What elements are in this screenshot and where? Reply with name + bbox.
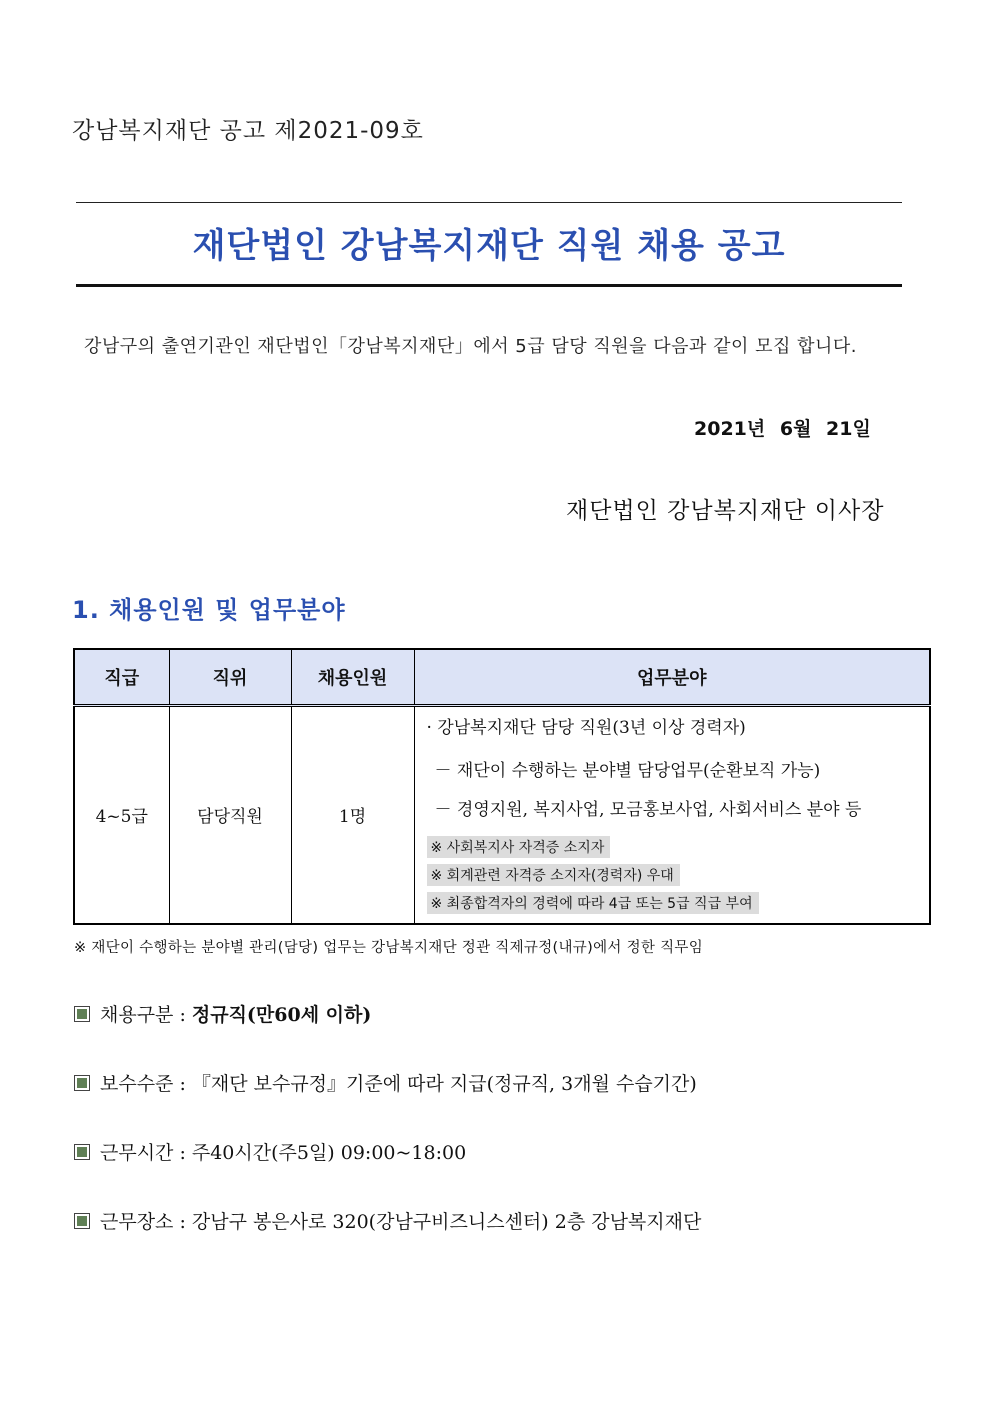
column-header-grade: 직급 — [74, 649, 169, 706]
cell-count: 1명 — [291, 706, 414, 924]
duty-main: · 강남복지재단 담당 직원(3년 이상 경력자) — [426, 718, 746, 738]
highlight-note: ※ 회계관련 자격증 소지자(경력자) 우대 — [427, 864, 680, 886]
info-label: 채용구분 : — [100, 1004, 186, 1026]
table-row — [74, 706, 930, 924]
info-item-salary — [74, 1069, 697, 1096]
info-value: 정규직(만60세 이하) — [191, 1004, 372, 1026]
cell-duty — [414, 706, 930, 924]
info-item-working-hours — [74, 1138, 466, 1165]
square-bullet-icon — [74, 1144, 90, 1160]
title-bottom-rule — [76, 284, 902, 287]
highlight-note: ※ 사회복지사 자격증 소지자 — [427, 836, 611, 858]
title-top-rule — [76, 202, 902, 203]
recruitment-table — [73, 648, 931, 925]
section-heading-recruitment: 1. 채용인원 및 업무분야 — [72, 596, 346, 624]
info-value: 『재단 보수규정』기준에 따라 지급(정규직, 3개월 수습기간) — [191, 1073, 697, 1095]
highlight-note: ※ 최종합격자의 경력에 따라 4급 또는 5급 직급 부여 — [427, 892, 759, 914]
info-item-employment-type — [74, 1000, 371, 1027]
info-label: 근무장소 : — [100, 1211, 186, 1233]
info-value: 강남구 봉은사로 320(강남구비즈니스센터) 2층 강남복지재단 — [191, 1211, 702, 1233]
table-footnote: ※ 재단이 수행하는 분야별 관리(담당) 업무는 강남복지재단 정관 직제규정(내규)에서 정한 직무임 — [74, 940, 704, 956]
info-value: 주40시간(주5일) 09:00~18:00 — [191, 1142, 467, 1164]
issuer: 재단법인 강남복지재단 이사장 — [566, 498, 885, 524]
info-item-workplace — [74, 1207, 701, 1234]
duty-sub-item: － 재단이 수행하는 분야별 담당업무(순환보직 가능) — [434, 761, 821, 781]
duty-sub-item: － 경영지원, 복지사업, 모금홍보사업, 사회서비스 분야 등 — [434, 800, 862, 820]
square-bullet-icon — [74, 1075, 90, 1091]
notice-date: 2021년 6월 21일 — [694, 418, 871, 440]
table-header-row — [74, 649, 930, 706]
square-bullet-icon — [74, 1213, 90, 1229]
info-label: 근무시간 : — [100, 1142, 186, 1164]
info-label: 보수수준 : — [100, 1073, 186, 1095]
intro-text: 강남구의 출연기관인 재단법인「강남복지재단」에서 5급 담당 직원을 다음과 같이 모집 합니다. — [84, 336, 858, 357]
square-bullet-icon — [74, 1006, 90, 1022]
page-title: 재단법인 강남복지재단 직원 채용 공고 — [192, 226, 786, 266]
cell-grade: 4~5급 — [74, 706, 169, 924]
column-header-count: 채용인원 — [291, 649, 414, 706]
column-header-position: 직위 — [169, 649, 291, 706]
column-header-duty: 업무분야 — [414, 649, 930, 706]
notice-number: 강남복지재단 공고 제2021-09호 — [72, 118, 424, 144]
cell-position: 담당직원 — [169, 706, 291, 924]
